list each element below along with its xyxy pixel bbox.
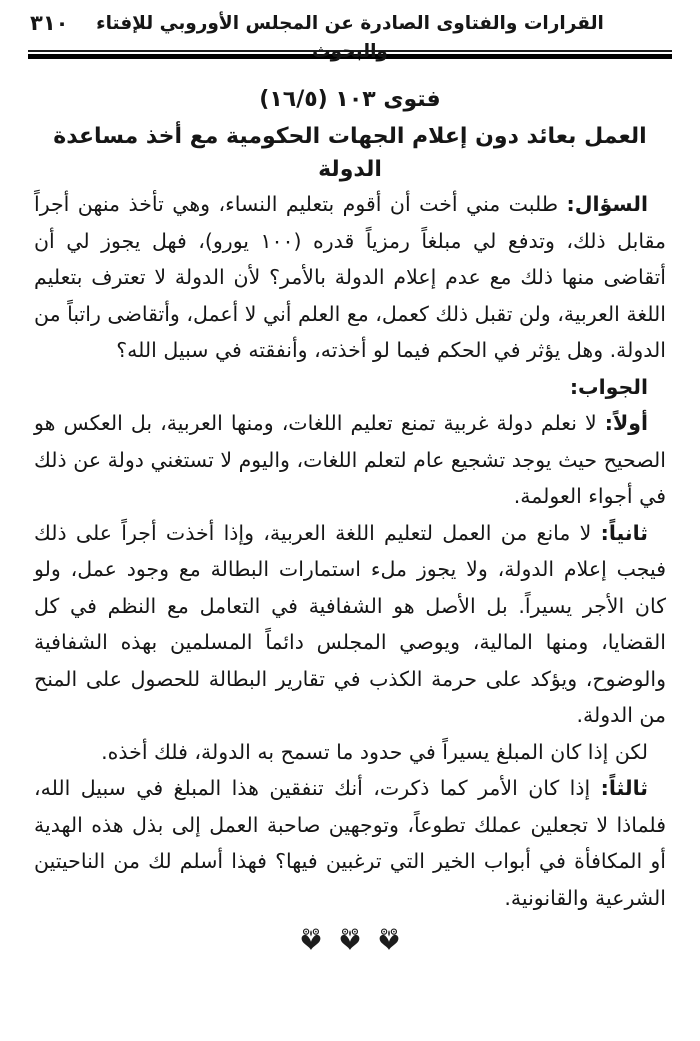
- answer-point-third-label: ثالثاً:: [600, 776, 648, 800]
- floral-ornament-icon: [338, 926, 362, 953]
- question-text: طلبت مني أخت أن أقوم بتعليم النساء، وهي تأخذ منهن أجراً مقابل ذلك، وتدفع لي مبلغاً رمزياً قدره (١٠٠ يورو)، فهل يجوز لي أن أتقاضى منها ذلك مع عدم إعلام الدولة بالأمر؟ لأن الدولة لا تعترف بتعليم اللغة العربية، ولن تقبل ذلك كعمل، مع العلم أني لا أعمل، وأتقاضى راتباً من الدولة. وهل يؤثر في الحكم فيما لو أخذته، وأنفقته في سبيل الله؟: [34, 192, 666, 362]
- answer-note-paragraph: [34, 734, 666, 771]
- answer-point-second-text: لا مانع من العمل لتعليم اللغة العربية، وإذا أخذت أجراً على ذلك فيجب إعلام الدولة، ولا يجوز ملء استمارات البطالة مع وجود عمل، ولو كان الأجر يسيراً. بل الأصل هو الشفافية في التعامل مع النظم في كل القضايا، ومنها المالية، ويوصي المجلس دائماً المسلمين بهذه الشفافية والوضوح، ويؤكد على حرمة الكذب في تقارير البطالة للحصول على المنح من الدولة.: [34, 520, 666, 727]
- running-header: [0, 0, 700, 62]
- answer-point-second-label: ثانياً:: [600, 520, 648, 545]
- answer-heading: الجواب:: [569, 374, 648, 399]
- question-paragraph: [34, 186, 666, 369]
- answer-point-second: [34, 515, 666, 734]
- answer-note-text: لكن إذا كان المبلغ يسيراً في حدود ما تسمح به الدولة، فلك أخذه.: [101, 739, 648, 764]
- page-number: ٣١٠: [30, 11, 69, 35]
- answer-point-third: [34, 770, 666, 916]
- running-header-title: القرارات والفتاوى الصادرة عن المجلس الأوروبي للإفتاء والبحوث: [96, 13, 604, 62]
- fatwa-subject-heading: العمل بعائد دون إعلام الجهات الحكومية مع أخذ مساعدة الدولة: [53, 124, 647, 182]
- answer-point-first-label: أولاً:: [604, 411, 648, 435]
- fatwa-number-heading: فتوى ١٠٣ (١٦/٥): [259, 87, 441, 112]
- answer-point-first: [34, 405, 666, 515]
- page-content: [0, 83, 700, 953]
- footer-ornaments: [34, 926, 666, 953]
- floral-ornament-icon: [377, 926, 401, 953]
- question-label: السؤال:: [566, 192, 648, 216]
- answer-point-first-text: لا نعلم دولة غربية تمنع تعليم اللغات، ومنها العربية، بل العكس هو الصحيح حيث يوجد تشجيع عام لتعلم اللغات، واليوم لا تستغني دولة عن ذلك في أجواء العولمة.: [34, 411, 666, 508]
- floral-ornament-icon: [299, 926, 323, 953]
- answer-point-third-text: إذا كان الأمر كما ذكرت، أنك تنفقين هذا المبلغ في سبيل الله، فلماذا لا تجعلين عملك تطوعاً، وتوجهين صاحبة العمل إلى بذل هذه الهدية أو المكافأة في أبواب الخير التي ترغبين فيها؟ فهذا أسلم لك من الناحيتين الشرعية والقانونية.: [34, 776, 666, 910]
